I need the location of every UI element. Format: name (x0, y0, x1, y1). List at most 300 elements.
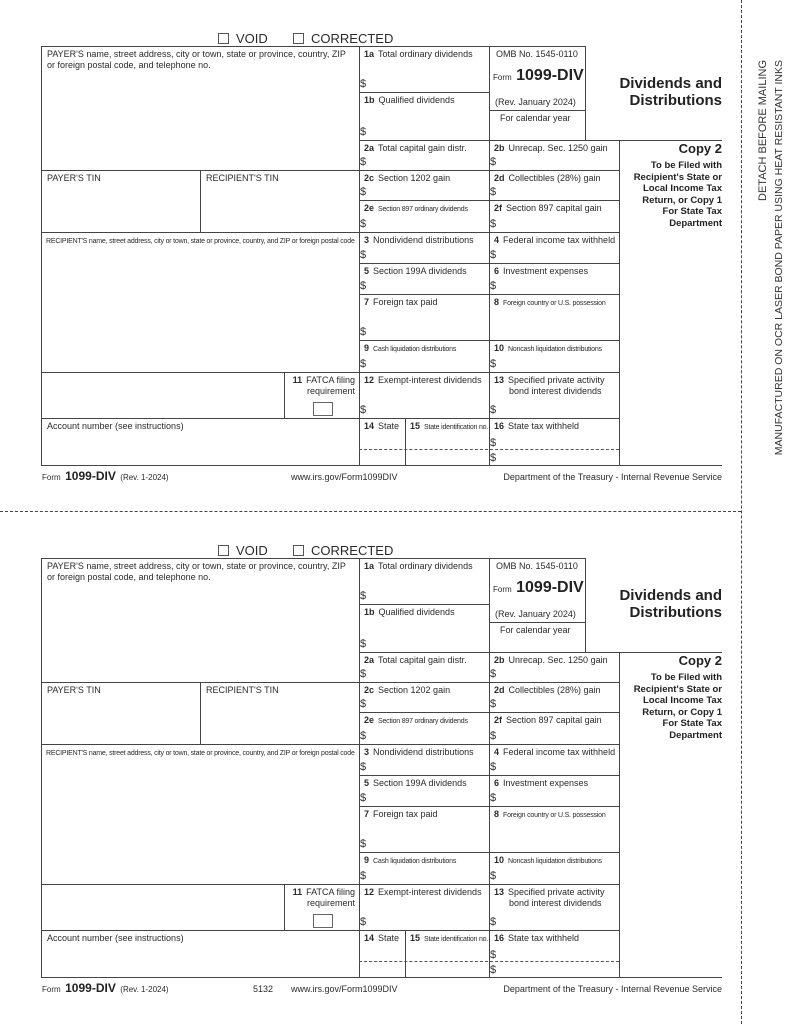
box-12-label (364, 887, 482, 898)
box-14 (359, 930, 405, 978)
payer-tin-label: PAYER'S TIN (47, 173, 101, 183)
dollar-sign: $ (360, 638, 367, 650)
box-14 (359, 418, 405, 466)
payer-info-label-2: or foreign postal code, and telephone no. (47, 60, 211, 70)
box-label-text: Cash liquidation distributions (373, 858, 457, 865)
box-label-text: Noncash liquidation distributions (508, 858, 602, 865)
box-15-input[interactable] (415, 945, 485, 976)
revision-label: (Rev. January 2024) (495, 97, 576, 107)
box-number: 2f (494, 715, 503, 725)
title-line1: Dividends and (619, 587, 722, 604)
dollar-sign: $ (360, 870, 367, 882)
box-10-input[interactable] (499, 355, 615, 370)
box-16-input[interactable] (499, 433, 615, 464)
box-label-text: Section 897 capital gain (506, 715, 602, 725)
footer-form-prefix: Form (42, 985, 61, 994)
box-6-input[interactable] (499, 790, 615, 804)
box-1a (359, 558, 489, 604)
corrected-label: CORRECTED (311, 543, 394, 558)
dollar-sign: $ (360, 156, 367, 168)
vertical-perforation-line (741, 0, 742, 1024)
box-number: 6 (494, 266, 500, 276)
box-7-input[interactable] (369, 821, 485, 850)
dollar-sign: $ (490, 964, 497, 976)
box-15-label (410, 421, 488, 433)
box-number: 4 (494, 235, 500, 245)
recipient-tin-label: RECIPIENT'S TIN (206, 685, 279, 695)
box-number: 9 (364, 343, 370, 353)
box-number: 5 (364, 778, 370, 788)
box-7-input[interactable] (369, 309, 485, 338)
dollar-sign: $ (360, 730, 367, 742)
box-16 (489, 930, 619, 978)
box-number: 2d (494, 173, 505, 183)
box-label-text: Foreign tax paid (373, 809, 438, 819)
box-label-text: Total ordinary dividends (378, 49, 473, 59)
copy-description-line: To be Filed with (650, 672, 722, 683)
box-5-label (364, 778, 467, 789)
form-name: 1099-DIV (516, 67, 584, 84)
box-number: 9 (364, 855, 370, 865)
dollar-sign: $ (360, 792, 367, 804)
box-15 (405, 930, 489, 978)
box-5 (359, 775, 489, 806)
recipient-info-field[interactable] (43, 760, 357, 882)
copy-description-line: Return, or Copy 1 (642, 706, 722, 718)
box-number: 2a (364, 143, 375, 153)
revision-label: (Rev. January 2024) (495, 609, 576, 619)
form-name: 1099-DIV (516, 579, 584, 596)
box-2d-input[interactable] (499, 185, 615, 198)
dollar-sign: $ (360, 404, 367, 416)
box-10 (489, 852, 619, 884)
box-label-text: Federal income tax withheld (503, 235, 616, 245)
recipient-tin-field[interactable] (202, 184, 357, 230)
box-2f-label (494, 203, 602, 214)
dollar-sign: $ (360, 761, 367, 773)
dollar-sign: $ (360, 668, 367, 680)
payer-info-field[interactable] (43, 584, 357, 680)
copy-description (634, 672, 722, 741)
box-2e (359, 712, 489, 744)
fatca-area (284, 884, 359, 930)
box-label-text: Total capital gain distr. (378, 655, 467, 665)
box-10-label (494, 343, 602, 355)
box-number: 4 (494, 747, 500, 757)
box-2d-input[interactable] (499, 697, 615, 710)
footer-url: www.irs.gov/Form1099DIV (291, 472, 398, 482)
dollar-sign: $ (490, 949, 497, 961)
copy-description-line: Recipient's State or (633, 683, 722, 695)
copy-description-line: For State Tax (662, 206, 722, 217)
corrected-label: CORRECTED (311, 31, 394, 46)
box-number: 2e (364, 715, 375, 725)
box-14-label (364, 933, 399, 944)
box-14-input[interactable] (369, 433, 401, 464)
box-number: 16 (494, 933, 505, 943)
dollar-sign: $ (490, 668, 497, 680)
copy-description-line: Department (669, 217, 722, 229)
box-2d (489, 170, 619, 200)
box-number: 2b (494, 143, 505, 153)
title-line2: Distributions (629, 604, 722, 621)
box-label-text: Specified private activity (508, 375, 605, 385)
detach-notice: DETACH BEFORE MAILING (757, 60, 769, 201)
box-2e-input[interactable] (369, 215, 485, 230)
box-2a (359, 652, 489, 682)
box-13-input[interactable] (499, 387, 615, 416)
box-3-input[interactable] (369, 247, 485, 261)
box-2b-input[interactable] (499, 155, 615, 168)
dollar-sign: $ (360, 838, 367, 850)
row-line-rev (489, 622, 585, 623)
account-number-field[interactable] (43, 945, 357, 976)
box-16-input[interactable] (499, 945, 615, 976)
dollar-sign: $ (490, 730, 497, 742)
box-1b-input[interactable] (369, 107, 485, 138)
copy-title: Copy 2 (678, 653, 722, 668)
calendar-year-field[interactable] (491, 637, 583, 650)
box-1b-label (364, 95, 455, 106)
payer-info-label: PAYER'S name, street address, city or town, state or province, country, ZIP (47, 49, 346, 59)
recipient-info-label: RECIPIENT'S name, street address, city or town, state or province, country, and ZIP or foreign postal code (46, 238, 355, 245)
box-6-input[interactable] (499, 278, 615, 292)
box-13-input[interactable] (499, 899, 615, 928)
footer-url: www.irs.gov/Form1099DIV (291, 984, 398, 994)
dollar-sign: $ (490, 156, 497, 168)
box-12-input[interactable] (369, 387, 485, 416)
corrected-checkbox[interactable] (293, 33, 304, 44)
box-label-text: Section 199A dividends (373, 266, 467, 276)
title-line2: Distributions (629, 92, 722, 109)
box-2a-label (364, 655, 467, 666)
box-number: 1a (364, 49, 375, 59)
form-name-block (493, 67, 584, 87)
box-number: 13 (494, 375, 505, 385)
fatca-checkbox[interactable] (313, 914, 333, 928)
box-number: 15 (410, 933, 421, 943)
dollar-sign: $ (360, 326, 367, 338)
box-3-label (364, 747, 474, 758)
footer-catalog-code: 5132 (253, 984, 274, 994)
box-2b-label (494, 655, 608, 666)
box-1a-label (364, 561, 473, 572)
box-number: 2c (364, 685, 375, 695)
box-2c-input[interactable] (369, 697, 485, 710)
fatca-line1-row (293, 887, 355, 898)
dollar-sign: $ (490, 358, 497, 370)
box-3-input[interactable] (369, 759, 485, 773)
fatca-line2: requirement (306, 386, 355, 396)
omb-number: OMB No. 1545-0110 (496, 561, 578, 571)
box-2f-label (494, 715, 602, 726)
box-12-label (364, 375, 482, 386)
account-number-label: Account number (see instructions) (47, 933, 184, 943)
copy-description-line: Return, or Copy 1 (642, 194, 722, 206)
box-3-label (364, 235, 474, 246)
box-number: 10 (494, 343, 505, 353)
box-label-text: Section 1202 gain (378, 685, 451, 695)
box-label-text: Foreign country or U.S. possession (503, 812, 606, 819)
box-2d-label (494, 685, 601, 696)
copy-description-line: To be Filed with (650, 160, 722, 171)
box-number: 1b (364, 95, 375, 105)
box-15-input[interactable] (415, 433, 485, 464)
row-line-rev (489, 110, 585, 111)
box-number: 8 (494, 809, 500, 819)
box-1b-label (364, 607, 455, 618)
payer-info-label: PAYER'S name, street address, city or town, state or province, country, ZIP (47, 561, 346, 571)
box-number: 1b (364, 607, 375, 617)
account-number-field[interactable] (43, 433, 357, 464)
right-box-border (619, 652, 620, 978)
calendar-year-label: For calendar year (500, 625, 571, 635)
footer-form-prefix: Form (42, 473, 61, 482)
horizontal-perforation-line (0, 511, 741, 512)
box-2b (489, 140, 619, 170)
void-checkbox[interactable] (218, 33, 229, 44)
box-label-text: Nondividend distributions (373, 235, 474, 245)
box-label-text: Total capital gain distr. (378, 143, 467, 153)
fatca-checkbox[interactable] (313, 402, 333, 416)
box-label-text: State (378, 933, 400, 943)
dollar-sign: $ (360, 186, 367, 198)
box-8-input[interactable] (499, 309, 615, 338)
box-2d-label (494, 173, 601, 184)
right-box-border (619, 140, 620, 466)
copy-description-line: Recipient's State or (633, 171, 722, 183)
payer-tin-divider (200, 682, 201, 744)
box-5-input[interactable] (369, 278, 485, 292)
box-9-input[interactable] (369, 867, 485, 882)
dollar-sign: $ (490, 404, 497, 416)
box-label-text: Investment expenses (503, 778, 589, 788)
form-title (619, 75, 722, 109)
dollar-sign: $ (360, 126, 367, 138)
box-label-text: Cash liquidation distributions (373, 346, 457, 353)
box-number: 2c (364, 173, 375, 183)
copy-description-line: Local Income Tax (642, 695, 722, 706)
box-6 (489, 775, 619, 806)
dollar-sign: $ (360, 590, 367, 602)
title-line1: Dividends and (619, 75, 722, 92)
box-label-text: Foreign country or U.S. possession (503, 300, 606, 307)
box-label-text: Federal income tax withheld (503, 747, 616, 757)
account-number-label: Account number (see instructions) (47, 421, 184, 431)
box-2e-label (364, 715, 468, 727)
copy-description-line: For State Tax (662, 718, 722, 729)
footer-form-name (42, 469, 169, 485)
box-number: 2e (364, 203, 375, 213)
omb-right-border (585, 558, 586, 652)
box-number: 8 (494, 297, 500, 307)
box-2a-input[interactable] (369, 667, 485, 680)
form-left-border (41, 46, 42, 466)
form-top-border (41, 46, 585, 47)
footer-revision: (Rev. 1-2024) (120, 473, 169, 482)
box-7 (359, 294, 489, 340)
footer-form-name (42, 981, 169, 997)
corrected-checkbox[interactable] (293, 545, 304, 556)
dollar-sign: $ (490, 870, 497, 882)
box-1b-input[interactable] (369, 619, 485, 650)
box-label-text: Section 199A dividends (373, 778, 467, 788)
box-6-label (494, 266, 588, 277)
dollar-sign: $ (490, 186, 497, 198)
payer-info-field[interactable] (43, 72, 357, 168)
fatca-line2: requirement (306, 898, 355, 908)
calendar-year-field[interactable] (491, 125, 583, 138)
dollar-sign: $ (490, 452, 497, 464)
box-3 (359, 744, 489, 775)
box-16-label (494, 421, 579, 432)
box-2f-input[interactable] (499, 215, 615, 230)
box-7-label (364, 809, 438, 820)
fatca-number: 11 (292, 375, 303, 385)
box-4-input[interactable] (499, 759, 615, 773)
form-copy-2 (0, 512, 791, 1024)
box-1a-input[interactable] (369, 573, 485, 602)
dollar-sign: $ (360, 698, 367, 710)
payer-tin-divider (200, 170, 201, 232)
box-6-label (494, 778, 588, 789)
box-number: 7 (364, 297, 370, 307)
box-1a-label (364, 49, 473, 60)
payer-tin-field[interactable] (43, 696, 198, 742)
box-label-text: Section 897 ordinary dividends (378, 718, 468, 725)
fatca-line1-row (293, 375, 355, 386)
box-label-text: Qualified dividends (378, 607, 455, 617)
box-4-label (494, 235, 615, 246)
footer-department: Department of the Treasury - Internal Revenue Service (503, 984, 722, 994)
fatca-label (293, 375, 355, 397)
box-label-text: State identification no. (424, 424, 489, 431)
box-number: 2b (494, 655, 505, 665)
box-2b-input[interactable] (499, 667, 615, 680)
box-10 (489, 340, 619, 372)
dollar-sign: $ (490, 698, 497, 710)
box-8-input[interactable] (499, 821, 615, 850)
box-number: 1a (364, 561, 375, 571)
dollar-sign: $ (490, 916, 497, 928)
void-checkbox[interactable] (218, 545, 229, 556)
box-14-input[interactable] (369, 945, 401, 976)
form-title (619, 587, 722, 621)
box-2f (489, 712, 619, 744)
dollar-sign: $ (490, 218, 497, 230)
box-2c-label (364, 685, 450, 696)
box-13-label-line2: bond interest dividends (509, 386, 602, 396)
box-2c-input[interactable] (369, 185, 485, 198)
box-label-text: Total ordinary dividends (378, 561, 473, 571)
box-label-text: Investment expenses (503, 266, 589, 276)
box-15 (405, 418, 489, 466)
copy-description-line: Local Income Tax (642, 183, 722, 194)
box-12 (359, 884, 489, 930)
footer-department: Department of the Treasury - Internal Revenue Service (503, 472, 722, 482)
box-8-label (494, 297, 606, 309)
box-number: 3 (364, 235, 370, 245)
form-left-border (41, 558, 42, 978)
box-label-text: Noncash liquidation distributions (508, 346, 602, 353)
dollar-sign: $ (360, 280, 367, 292)
fatca-line1: FATCA filing (306, 887, 355, 897)
box-number: 15 (410, 421, 421, 431)
footer-form-number: 1099-DIV (65, 469, 116, 483)
form-prefix: Form (493, 73, 512, 82)
box-label-text: Unrecap. Sec. 1250 gain (508, 143, 608, 153)
box-label-text: State tax withheld (508, 933, 580, 943)
box-9-label (364, 855, 456, 867)
omb-number: OMB No. 1545-0110 (496, 49, 578, 59)
recipient-tin-field[interactable] (202, 696, 357, 742)
box-number: 14 (364, 933, 375, 943)
box-9-input[interactable] (369, 355, 485, 370)
box-number: 12 (364, 887, 375, 897)
box-12-input[interactable] (369, 899, 485, 928)
box-3 (359, 232, 489, 263)
fatca-number: 11 (292, 887, 303, 897)
box-4-input[interactable] (499, 247, 615, 261)
box-label-text: Exempt-interest dividends (378, 375, 482, 385)
box-2a-input[interactable] (369, 155, 485, 168)
box-number: 14 (364, 421, 375, 431)
manufacturing-notice: MANUFACTURED ON OCR LASER BOND PAPER USING HEAT RESISTANT INKS (773, 60, 785, 456)
box-13 (489, 884, 619, 930)
footer-form-number: 1099-DIV (65, 981, 116, 995)
box-1a-input[interactable] (369, 61, 485, 90)
box-number: 6 (494, 778, 500, 788)
dollar-sign: $ (360, 916, 367, 928)
recipient-tin-label: RECIPIENT'S TIN (206, 173, 279, 183)
box-4 (489, 232, 619, 263)
box-number: 5 (364, 266, 370, 276)
box-9-label (364, 343, 456, 355)
box-number: 13 (494, 887, 505, 897)
box-label-text: Foreign tax paid (373, 297, 438, 307)
payer-tin-field[interactable] (43, 184, 198, 230)
recipient-info-field[interactable] (43, 248, 357, 370)
box-label-text: State (378, 421, 400, 431)
box-5 (359, 263, 489, 294)
box-8 (489, 294, 619, 340)
fatca-line1: FATCA filing (306, 375, 355, 385)
box-2e-input[interactable] (369, 727, 485, 742)
box-5-input[interactable] (369, 790, 485, 804)
box-label-text: Qualified dividends (378, 95, 455, 105)
box-16-label (494, 933, 579, 944)
box-10-input[interactable] (499, 867, 615, 882)
box-13-label (494, 887, 605, 898)
box-2a-label (364, 143, 467, 154)
box-1b (359, 604, 489, 652)
box-13-label-line2: bond interest dividends (509, 898, 602, 908)
footer-revision: (Rev. 1-2024) (120, 985, 169, 994)
void-label: VOID (236, 543, 268, 558)
box-number: 2f (494, 203, 503, 213)
calendar-year-label: For calendar year (500, 113, 571, 123)
box-2f-input[interactable] (499, 727, 615, 742)
dollar-sign: $ (490, 437, 497, 449)
box-2e-label (364, 203, 468, 215)
box-13 (489, 372, 619, 418)
omb-right-border (585, 46, 586, 140)
dollar-sign: $ (360, 358, 367, 370)
box-8-label (494, 809, 606, 821)
box-6 (489, 263, 619, 294)
box-number: 2a (364, 655, 375, 665)
box-label-text: Collectibles (28%) gain (508, 173, 601, 183)
